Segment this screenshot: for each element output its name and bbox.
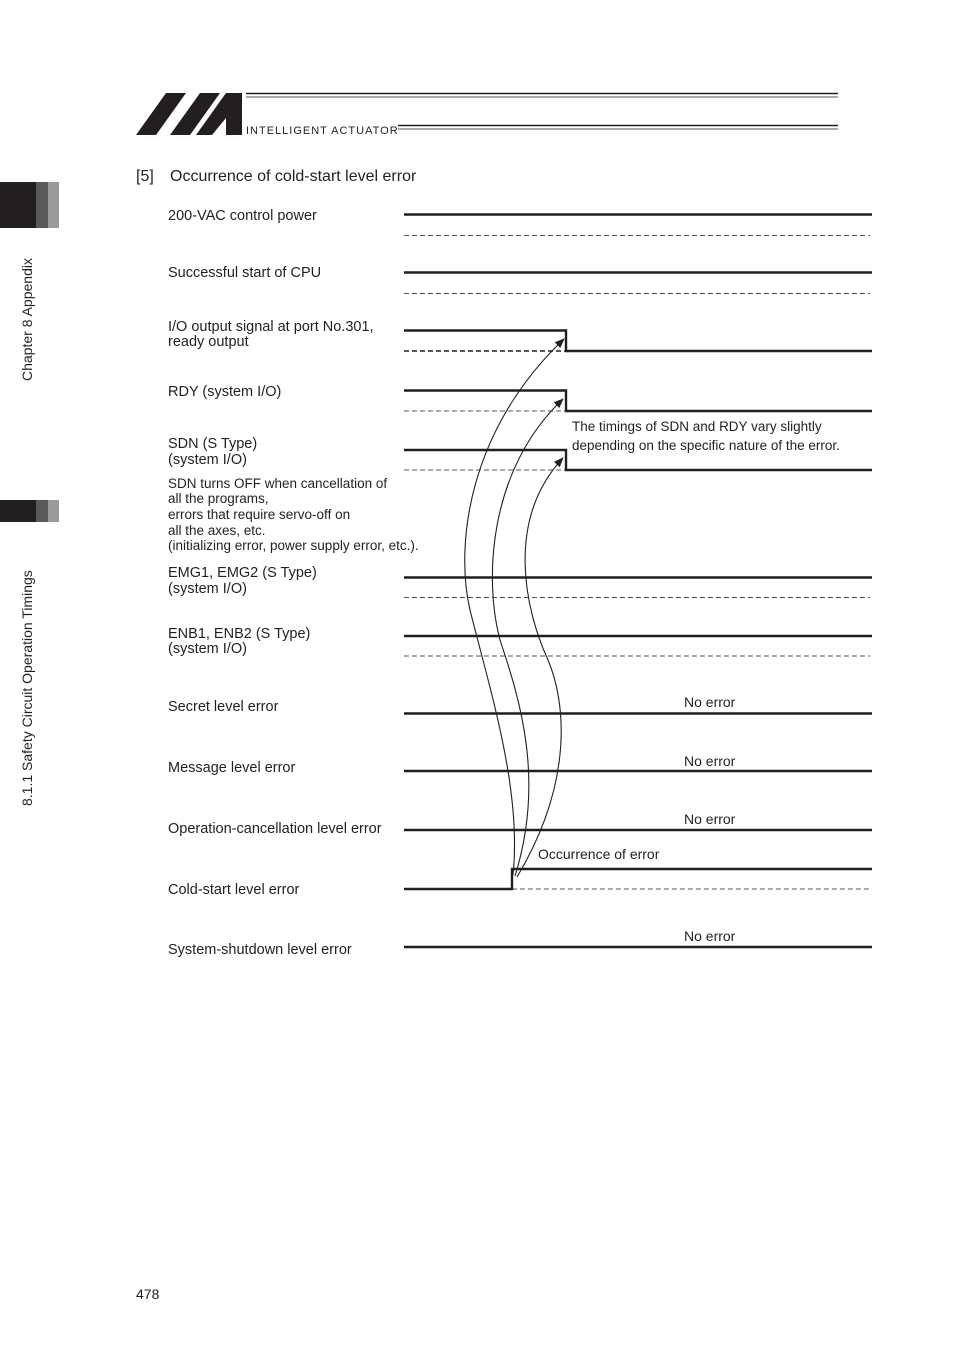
page-number: 478	[136, 1286, 160, 1302]
label-sdn-2: (system I/O)	[168, 452, 247, 468]
logo-text: INTELLIGENT ACTUATOR	[246, 125, 399, 137]
label-shutdown-error: System-shutdown level error	[168, 942, 352, 958]
label-io-ready-1: I/O output signal at port No.301,	[168, 319, 374, 335]
no-error-message: No error	[684, 753, 736, 769]
sdn-note-line-3: errors that require servo-off on	[168, 507, 351, 522]
occurrence-of-error: Occurrence of error	[538, 846, 660, 862]
sdn-note-line-2: all the programs,	[168, 491, 269, 506]
section-label: 8.1.1 Safety Circuit Operation Timings	[19, 570, 35, 806]
label-enb-1: ENB1, ENB2 (S Type)	[168, 626, 311, 642]
wave-io-ready	[404, 331, 872, 352]
sdn-note-line-5: (initializing error, power supply error, etc.).	[168, 538, 419, 553]
label-rdy: RDY (system I/O)	[168, 384, 282, 400]
section-title: Occurrence of cold-start level error	[170, 168, 417, 185]
label-sdn-1: SDN (S Type)	[168, 436, 258, 452]
chapter-label: Chapter 8 Appendix	[19, 258, 35, 381]
label-secret-error: Secret level error	[168, 699, 279, 715]
timing-note-line-1: The timings of SDN and RDY vary slightly	[572, 419, 822, 434]
no-error-opcancel: No error	[684, 811, 736, 827]
label-ac-power: 200-VAC control power	[168, 208, 317, 224]
no-error-shutdown: No error	[684, 928, 736, 944]
label-message-error: Message level error	[168, 760, 296, 776]
arrow-to-sdn	[517, 458, 563, 877]
sdn-note-line-4: all the axes, etc.	[168, 523, 266, 538]
sdn-note-line-1: SDN turns OFF when cancellation of	[168, 476, 388, 491]
label-coldstart-error: Cold-start level error	[168, 882, 300, 898]
label-opcancel-error: Operation-cancellation level error	[168, 821, 382, 837]
label-enb-2: (system I/O)	[168, 641, 247, 657]
iai-logo-icon	[136, 93, 242, 135]
label-emg-2: (system I/O)	[168, 581, 247, 597]
section-number: [5]	[136, 168, 154, 185]
timing-note-line-2: depending on the specific nature of the error.	[572, 438, 840, 453]
wave-sdn	[404, 450, 872, 470]
label-io-ready-2: ready output	[168, 334, 249, 350]
no-error-secret: No error	[684, 694, 736, 710]
arrow-to-io-ready	[465, 339, 564, 875]
wave-coldstart-error	[404, 869, 872, 889]
label-cpu-start: Successful start of CPU	[168, 265, 322, 281]
wave-rdy	[404, 391, 872, 412]
header-rules	[246, 94, 838, 130]
label-emg-1: EMG1, EMG2 (S Type)	[168, 565, 317, 581]
